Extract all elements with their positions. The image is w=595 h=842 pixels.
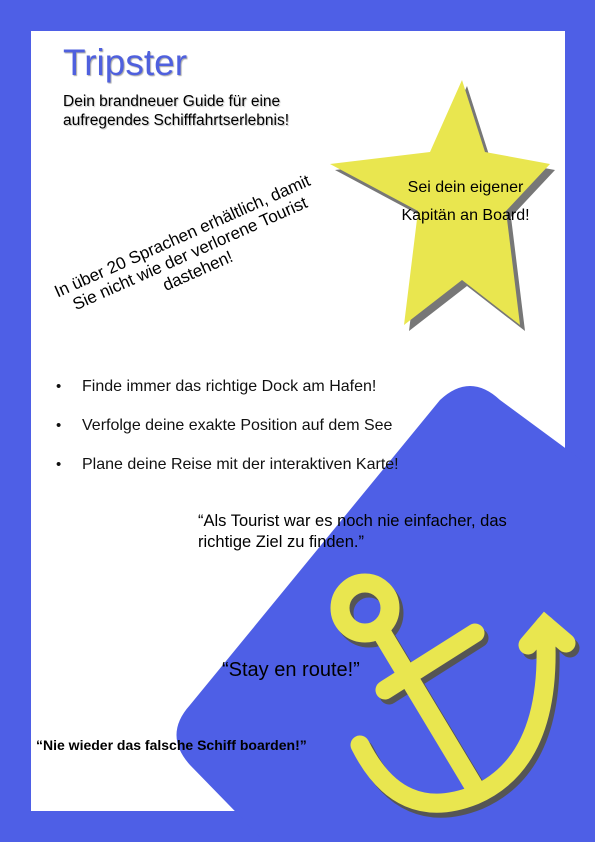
languages-note: In über 20 Sprachen erhältlich, damit Sie nicht wie der verlorene Tourist dastehen! <box>51 170 314 314</box>
anchor-icon <box>300 570 595 842</box>
feature-item: • Verfolge deine exakte Position auf dem See <box>56 417 399 456</box>
app-title: Tripster <box>63 42 188 83</box>
boarding-quote: “Nie wieder das falsche Schiff boarden!” <box>36 737 307 753</box>
feature-list <box>56 378 399 495</box>
app-subtitle: Dein brandneuer Guide für eine aufregendes Schifffahrtserlebnis! <box>63 93 290 129</box>
feature-item: • Plane deine Reise mit der interaktiven Karte! <box>56 456 399 495</box>
tourist-quote: “Als Tourist war es noch nie einfacher, das richtige Ziel zu finden.” <box>198 512 507 551</box>
feature-item: • Finde immer das richtige Dock am Hafen! <box>56 378 399 417</box>
route-quote: “Stay en route!” <box>222 659 360 681</box>
star-badge-text: Sei dein eigener Kapitän an Board! <box>401 179 530 224</box>
